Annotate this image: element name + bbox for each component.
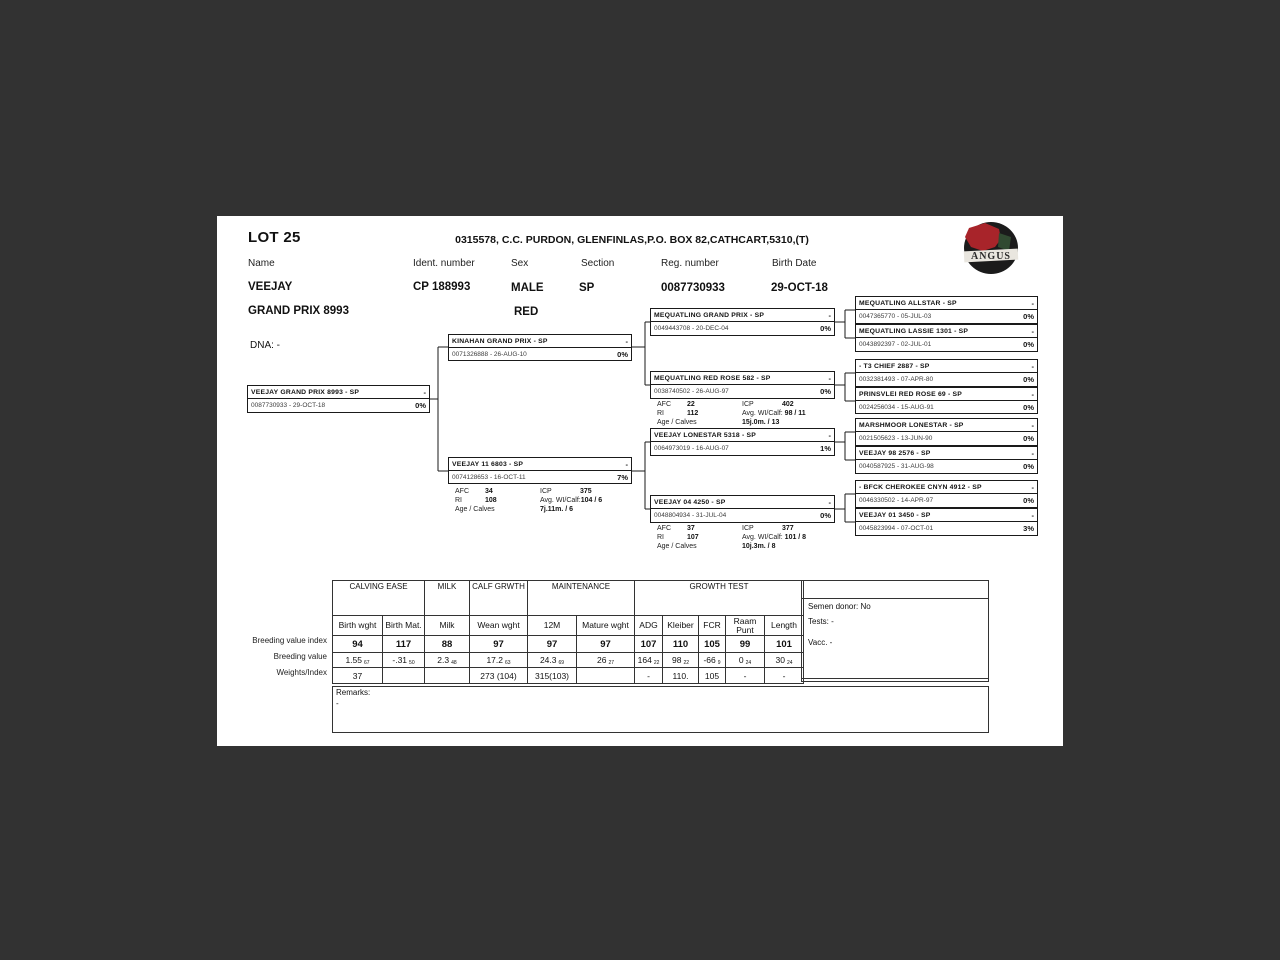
col-adg: ADG: [635, 616, 663, 636]
col-raam-punt: Raam Punt: [726, 616, 765, 636]
animal-id: 0048804934 - 31-JUL-04: [654, 511, 727, 519]
dash-value: -: [1031, 361, 1034, 371]
pedigree-box-g4-7: [855, 480, 1038, 508]
row-label-weights: Weights/Index: [276, 668, 327, 677]
lot-number: LOT 25: [248, 229, 301, 246]
col-fcr: FCR: [699, 616, 726, 636]
animal-name: MEQUATLING ALLSTAR - SP: [859, 299, 957, 307]
index-cell: 101: [765, 636, 804, 653]
remarks-label: Remarks:: [336, 688, 371, 697]
value-cell: 164 22: [635, 653, 663, 668]
afc-label: AFC: [455, 488, 469, 495]
dash-value: -: [1031, 482, 1034, 492]
weight-cell: [425, 668, 470, 684]
afc-label: AFC: [657, 525, 671, 532]
sex-value: MALE: [511, 282, 544, 294]
catalog-page: [217, 216, 1063, 746]
birth-label: Birth Date: [772, 258, 817, 269]
pedigree-box-subject: [247, 385, 430, 413]
inbreeding-pct: 0%: [1023, 402, 1034, 412]
index-cell: 117: [383, 636, 425, 653]
avg-wi-value: 104 / 6: [580, 497, 603, 504]
pedigree-box-sires-sire: [650, 308, 835, 336]
inbreeding-pct: 0%: [1023, 495, 1034, 505]
icp-value: 402: [782, 401, 794, 408]
index-cell: 88: [425, 636, 470, 653]
pedigree-box-g4-4: [855, 387, 1038, 414]
group-milk: MILK: [425, 581, 470, 616]
dash-value: -: [828, 310, 831, 320]
dash-value: -: [1031, 326, 1034, 336]
value-cell: 24.3 69: [528, 653, 577, 668]
animal-id: 0049443708 - 20-DEC-04: [654, 324, 729, 332]
animal-id: 0064973019 - 16-AUG-07: [654, 444, 729, 452]
remarks-value: -: [336, 699, 339, 708]
sex-label: Sex: [511, 258, 529, 269]
group-growth-test: GROWTH TEST: [635, 581, 804, 616]
accuracy: 9: [717, 659, 721, 666]
afc-label: AFC: [657, 401, 671, 408]
name-label: Name: [248, 258, 275, 269]
angus-society-logo: [954, 220, 1024, 278]
inbreeding-pct: 7%: [617, 472, 628, 482]
afc-value: 22: [687, 401, 695, 408]
inbreeding-pct: 0%: [415, 400, 426, 410]
row-label-index: Breeding value index: [252, 636, 327, 645]
logo-text: ANGUS: [970, 251, 1012, 262]
ri-label: RI: [455, 497, 462, 504]
weight-cell: 105: [699, 668, 726, 684]
dash-value: -: [828, 497, 831, 507]
age-calves-label: Age / Calves: [455, 506, 495, 513]
inbreeding-pct: 0%: [1023, 433, 1034, 443]
accuracy: 48: [451, 659, 457, 666]
age-calves-value: 7j.11m. / 6: [540, 506, 574, 513]
animal-name: - T3 CHIEF 2887 - SP: [859, 362, 930, 370]
accuracy: 27: [608, 659, 615, 666]
inbreeding-pct: 0%: [820, 386, 831, 396]
pedigree-box-g4-5: [855, 418, 1038, 446]
animal-name: PRINSVLEI RED ROSE 69 - SP: [859, 390, 963, 398]
weight-cell: -: [635, 668, 663, 684]
animal-name: VEEJAY 98 2576 - SP: [859, 449, 931, 457]
age-calves-value: 15j.0m. / 13: [742, 419, 780, 426]
colour-value: RED: [514, 306, 539, 318]
animal-id: 0045823994 - 07-OCT-01: [859, 524, 934, 532]
inbreeding-pct: 0%: [1023, 374, 1034, 384]
inbreeding-pct: 0%: [1023, 311, 1034, 321]
animal-name: - BFCK CHEROKEE CNYN 4912 - SP: [859, 483, 982, 491]
dash-value: -: [828, 430, 831, 440]
avg-wi-value: 101 / 8: [784, 534, 807, 541]
accuracy: 69: [558, 659, 565, 666]
accuracy: 22: [653, 659, 660, 666]
pedigree-box-dams-dam: [650, 495, 835, 523]
weight-cell: 273 (104): [470, 668, 528, 684]
semen-donor: Semen donor: No: [808, 602, 871, 611]
animal-name: MEQUATLING RED ROSE 582 - SP: [654, 374, 771, 382]
animal-id: 0043892397 - 02-JUL-01: [859, 340, 932, 348]
icp-value: 375: [580, 488, 592, 495]
ident-label: Ident. number: [413, 258, 475, 269]
group-calving-ease: CALVING EASE: [333, 581, 425, 616]
pedigree-box-g4-8: [855, 508, 1038, 536]
pedigree-box-sire: [448, 334, 632, 361]
afc-value: 37: [687, 525, 695, 532]
animal-id: 0021505623 - 13-JUN-90: [859, 434, 933, 442]
age-calves-value: 10j.3m. / 8: [742, 543, 776, 550]
pedigree-box-dam: [448, 457, 632, 484]
breeder-address: 0315578, C.C. PURDON, GLENFINLAS,P.O. BOX 82,CATHCART,5310,(T): [455, 234, 809, 246]
animal-name: KINAHAN GRAND PRIX - SP: [452, 337, 548, 345]
dam-fertility-stats: [455, 487, 650, 514]
index-cell: 99: [726, 636, 765, 653]
animal-id: 0032381493 - 07-APR-80: [859, 375, 934, 383]
weight-cell: -: [726, 668, 765, 684]
ri-value: 112: [687, 410, 699, 417]
weight-cell: 110.: [663, 668, 699, 684]
dna-value: DNA: -: [250, 340, 280, 351]
animal-name-value: VEEJAY: [248, 281, 293, 293]
animal-id: 0071326888 - 26-AUG-10: [452, 350, 527, 358]
pedigree-box-dams-sire: [650, 428, 835, 456]
inbreeding-pct: 1%: [820, 443, 831, 453]
animal-id: 0046330502 - 14-APR-97: [859, 496, 934, 504]
weight-cell: [383, 668, 425, 684]
animal-name: VEEJAY 04 4250 - SP: [654, 498, 726, 506]
value-cell: 26 27: [577, 653, 635, 668]
animal-name: MEQUATLING LASSIE 1301 - SP: [859, 327, 969, 335]
row-label-value: Breeding value: [273, 652, 327, 661]
divider: [802, 598, 988, 599]
ri-value: 107: [687, 534, 699, 541]
index-cell: 105: [699, 636, 726, 653]
weight-cell: -: [765, 668, 804, 684]
icp-label: ICP: [742, 525, 754, 532]
animal-name: VEEJAY 01 3450 - SP: [859, 511, 931, 519]
animal-name-line2: GRAND PRIX 8993: [248, 305, 349, 317]
accuracy: 24: [786, 659, 793, 666]
animal-name: VEEJAY LONESTAR 5318 - SP: [654, 431, 756, 439]
inbreeding-pct: 0%: [1023, 461, 1034, 471]
weight-cell: 37: [333, 668, 383, 684]
avg-wi-label: Avg. WI/Calf:: [540, 497, 581, 504]
value-cell: 0 24: [726, 653, 765, 668]
value-cell: 2.3 48: [425, 653, 470, 668]
icp-value: 377: [782, 525, 794, 532]
value-cell: 30 24: [765, 653, 804, 668]
inbreeding-pct: 0%: [1023, 339, 1034, 349]
pedigree-box-g4-6: [855, 446, 1038, 474]
value-cell: 17.2 63: [470, 653, 528, 668]
avg-wi-label: Avg. WI/Calf:: [742, 534, 783, 541]
group-maintenance: MAINTENANCE: [528, 581, 635, 616]
breeding-value-table: [332, 580, 804, 684]
dash-value: -: [1031, 510, 1034, 520]
age-calves-label: Age / Calves: [657, 543, 697, 550]
group-header-row: [333, 581, 804, 616]
value-cell: 98 22: [663, 653, 699, 668]
col-wean-wght: Wean wght: [470, 616, 528, 636]
breeding-value-row: [333, 653, 804, 668]
index-cell: 97: [577, 636, 635, 653]
inbreeding-pct: 0%: [820, 323, 831, 333]
animal-id: 0038740502 - 26-AUG-97: [654, 387, 729, 395]
accuracy: 24: [745, 659, 752, 666]
col-length: Length: [765, 616, 804, 636]
index-cell: 94: [333, 636, 383, 653]
animal-id: 0074128653 - 16-OCT-11: [452, 473, 526, 481]
pedigree-box-g4-1: [855, 296, 1038, 324]
dash-value: -: [423, 387, 426, 397]
weight-cell: 315(103): [528, 668, 577, 684]
animal-id: 0024256034 - 15-AUG-91: [859, 403, 934, 411]
icp-label: ICP: [742, 401, 754, 408]
animal-name: VEEJAY 11 6803 - SP: [452, 460, 524, 468]
remarks-box: [332, 686, 989, 733]
dash-value: -: [1031, 448, 1034, 458]
vacc: Vacc. -: [808, 638, 833, 647]
animal-name: VEEJAY GRAND PRIX 8993 - SP: [251, 388, 360, 396]
dash-value: -: [1031, 420, 1034, 430]
animal-id: 0087730933 - 29-OCT-18: [251, 401, 326, 409]
avg-wi-value: 98 / 11: [784, 410, 806, 417]
ri-label: RI: [657, 410, 664, 417]
sires-dam-fertility-stats: [657, 400, 852, 427]
dash-value: -: [1031, 298, 1034, 308]
inbreeding-pct: 0%: [617, 349, 628, 359]
ident-value: CP 188993: [413, 281, 471, 293]
column-header-row: [333, 616, 804, 636]
value-cell: -.31 50: [383, 653, 425, 668]
group-calf-grwth: CALF GRWTH: [470, 581, 528, 616]
pedigree-box-g4-2: [855, 324, 1038, 352]
ri-label: RI: [657, 534, 664, 541]
col-12m: 12M: [528, 616, 577, 636]
index-cell: 97: [528, 636, 577, 653]
section-label: Section: [581, 258, 615, 269]
col-milk: Milk: [425, 616, 470, 636]
ri-value: 108: [485, 497, 497, 504]
divider: [802, 678, 988, 679]
value-cell: 1.55 67: [333, 653, 383, 668]
breeding-value-index-row: [333, 636, 804, 653]
weights-index-row: [333, 668, 804, 684]
pedigree-box-sires-dam: [650, 371, 835, 399]
accuracy: 22: [683, 659, 690, 666]
animal-name: MARSHMOOR LONESTAR - SP: [859, 421, 964, 429]
dams-dam-fertility-stats: [657, 524, 852, 551]
section-value: SP: [579, 282, 595, 294]
inbreeding-pct: 3%: [1023, 523, 1034, 533]
avg-wi-label: Avg. WI/Calf:: [742, 410, 783, 417]
index-cell: 107: [635, 636, 663, 653]
icp-label: ICP: [540, 488, 552, 495]
reg-value: 0087730933: [661, 282, 725, 294]
index-cell: 97: [470, 636, 528, 653]
col-birth-wght: Birth wght: [333, 616, 383, 636]
tests: Tests: -: [808, 617, 834, 626]
animal-id: 0040587925 - 31-AUG-98: [859, 462, 934, 470]
animal-id: 0047365770 - 05-JUL-03: [859, 312, 932, 320]
age-calves-label: Age / Calves: [657, 419, 697, 426]
dash-value: -: [625, 336, 628, 346]
animal-name: MEQUATLING GRAND PRIX - SP: [654, 311, 765, 319]
col-mature-wght: Mature wght: [577, 616, 635, 636]
inbreeding-pct: 0%: [820, 510, 831, 520]
dash-value: -: [625, 459, 628, 469]
index-cell: 110: [663, 636, 699, 653]
dash-value: -: [1031, 389, 1034, 399]
weight-cell: [577, 668, 635, 684]
accuracy: 63: [504, 659, 511, 666]
accuracy: 67: [363, 659, 370, 666]
value-cell: -66 9: [699, 653, 726, 668]
col-kleiber: Kleiber: [663, 616, 699, 636]
semen-tests-box: [801, 580, 989, 682]
afc-value: 34: [485, 488, 493, 495]
birth-value: 29-OCT-18: [771, 282, 828, 294]
dash-value: -: [828, 373, 831, 383]
pedigree-box-g4-3: [855, 359, 1038, 387]
reg-label: Reg. number: [661, 258, 719, 269]
accuracy: 50: [409, 659, 415, 666]
col-birth-mat: Birth Mat.: [383, 616, 425, 636]
